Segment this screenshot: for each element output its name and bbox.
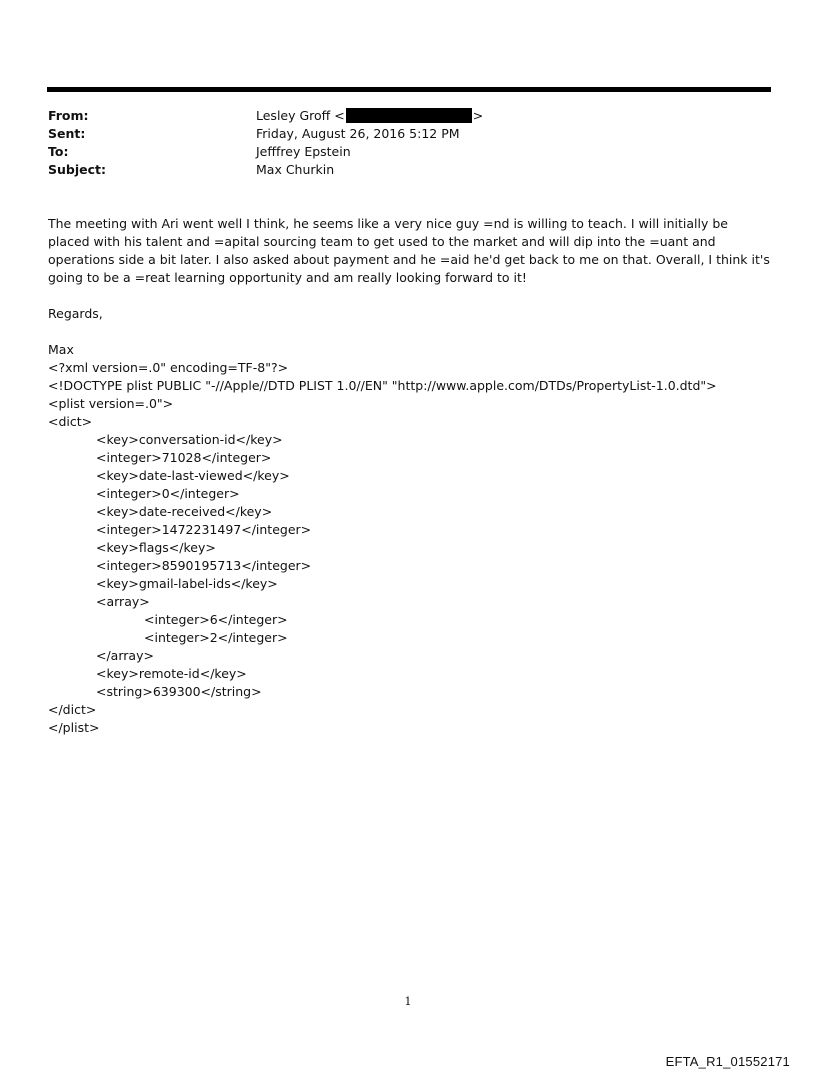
xml-line: <array> [96,594,150,609]
sent-value: Friday, August 26, 2016 5:12 PM [256,126,460,141]
xml-line: </array> [96,648,154,663]
xml-line: <key>conversation-id</key> [96,432,283,447]
xml-line: <integer>6</integer> [144,612,288,627]
header-rule [47,87,771,92]
xml-line: <?xml version=.0" encoding=TF-8"?> [48,360,289,375]
xml-line: <key>date-last-viewed</key> [96,468,290,483]
xml-line: <integer>0</integer> [96,486,240,501]
subject-label: Subject: [48,162,106,177]
xml-line: <key>gmail-label-ids</key> [96,576,278,591]
to-label: To: [48,144,69,159]
xml-line: <key>remote-id</key> [96,666,247,681]
sent-label: Sent: [48,126,86,141]
from-value: Lesley Groff < > [256,108,484,123]
redaction-block [346,108,472,123]
signature-line: Max [48,342,74,357]
subject-value: Max Churkin [256,162,335,177]
xml-line: <integer>1472231497</integer> [96,522,312,537]
page-number: 1 [404,995,412,1008]
xml-line: </plist> [48,720,100,735]
message-paragraph: The meeting with Ari went well I think, he seems like a very nice guy =nd is willing to teach. I will initially be placed with his talent and =apital sourcing team to get used to the market and will dip into the =uant and operations side a bit later. I also asked about payment and he =aid he'd get back to me on that. Overall, I think it's going to be a =reat learning opportunity and am really looking forward to it! [48,216,770,285]
from-label: From: [48,108,89,123]
to-value: Jefffrey Epstein [256,144,351,159]
xml-line: </dict> [48,702,97,717]
xml-line: <dict> [48,414,93,429]
regards-line: Regards, [48,306,103,321]
xml-line: <key>date-received</key> [96,504,273,519]
footer-id: EFTA_R1_01552171 [665,1054,790,1069]
message-body [48,215,773,359]
xml-line: <!DOCTYPE plist PUBLIC "-//Apple//DTD PLIST 1.0//EN" "http://www.apple.com/DTDs/PropertyList-1.0.dtd"> [48,378,717,393]
xml-line: <integer>71028</integer> [96,450,272,465]
xml-line: <integer>8590195713</integer> [96,558,312,573]
xml-line: <plist version=.0"> [48,396,174,411]
xml-line: <key>flags</key> [96,540,216,555]
plist-block [48,359,717,737]
xml-line: <string>639300</string> [96,684,262,699]
xml-line: <integer>2</integer> [144,630,288,645]
